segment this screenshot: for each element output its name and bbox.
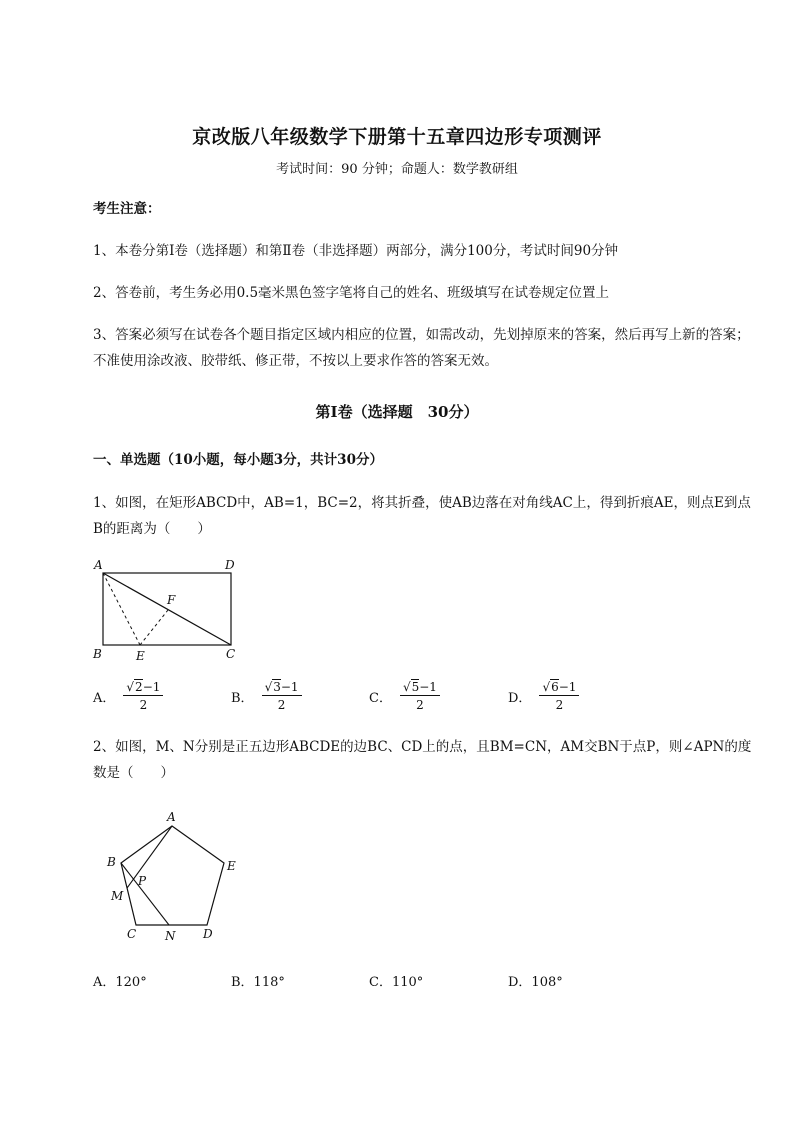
label-A: A [94, 558, 103, 572]
question-1-figure [88, 555, 248, 665]
page-title: 京改版八年级数学下册第十五章四边形专项测评 [192, 126, 602, 148]
label-F: F [167, 593, 176, 607]
label-E: E [136, 649, 145, 663]
diagonal-ac [103, 573, 231, 645]
notice-item-3: 3、答案必须写在试卷各个题目指定区域内相应的位置，如需改动，先划掉原来的答案，然后再写上新的答案；不准使用涂改液、胶带纸、修正带，不按以上要求作答的答案无效。 [93, 327, 750, 369]
section-title: 第Ⅰ卷（选择题 30分） [315, 403, 479, 421]
notice-heading: 考生注意： [93, 201, 161, 217]
notice-item-1: 1、本卷分第Ⅰ卷（选择题）和第Ⅱ卷（非选择题）两部分，满分100分，考试时间90分钟 [93, 243, 619, 259]
label-M: M [111, 889, 124, 903]
label-D: D [225, 558, 235, 572]
label-B: B [107, 855, 116, 869]
label-C: C [127, 927, 137, 941]
label-D: D [203, 927, 213, 941]
label-N: N [165, 929, 176, 943]
label-C: C [226, 647, 236, 661]
q1-option-c[interactable]: C． $\frac{√5-1}{2}$ [369, 680, 440, 712]
question-2-text: 2、如图，M、N分别是正五边形ABCDE的边BC、CD上的点，且BM=CN，AM交BN于点P，则∠APN的度数是（ ） [93, 739, 752, 781]
question-1-text: 1、如图，在矩形ABCD中，AB=1，BC=2，将其折叠，使AB边落在对角线AC上，得到折痕AE，则点E到点B的距离为（ ） [93, 495, 751, 537]
q2-option-d[interactable]: D．108° [508, 975, 563, 990]
q1-option-d[interactable]: D． $\frac{√6-1}{2}$ [508, 680, 579, 712]
question-2-figure [100, 808, 250, 948]
notice-item-2: 2、答卷前，考生务必用0.5毫米黑色签字笔将自己的姓名、班级填写在试卷规定位置上 [93, 285, 610, 301]
q2-option-c[interactable]: C．110° [369, 975, 424, 990]
q1-option-a[interactable]: A． $\frac{√2-1}{2}$ [93, 680, 163, 712]
q1-option-b[interactable]: B． $\frac{√3-1}{2}$ [231, 680, 302, 712]
label-B: B [93, 647, 102, 661]
label-E: E [227, 859, 236, 873]
q2-option-a[interactable]: A．120° [93, 975, 147, 990]
part-heading: 一、单选题（10小题，每小题3分，共计30分） [93, 452, 383, 468]
fold-ef [140, 610, 168, 645]
label-P: P [138, 874, 147, 888]
exam-info: 考试时间：90 分钟；命题人：数学教研组 [276, 162, 518, 177]
label-A: A [167, 810, 176, 824]
q2-option-b[interactable]: B．118° [231, 975, 285, 990]
